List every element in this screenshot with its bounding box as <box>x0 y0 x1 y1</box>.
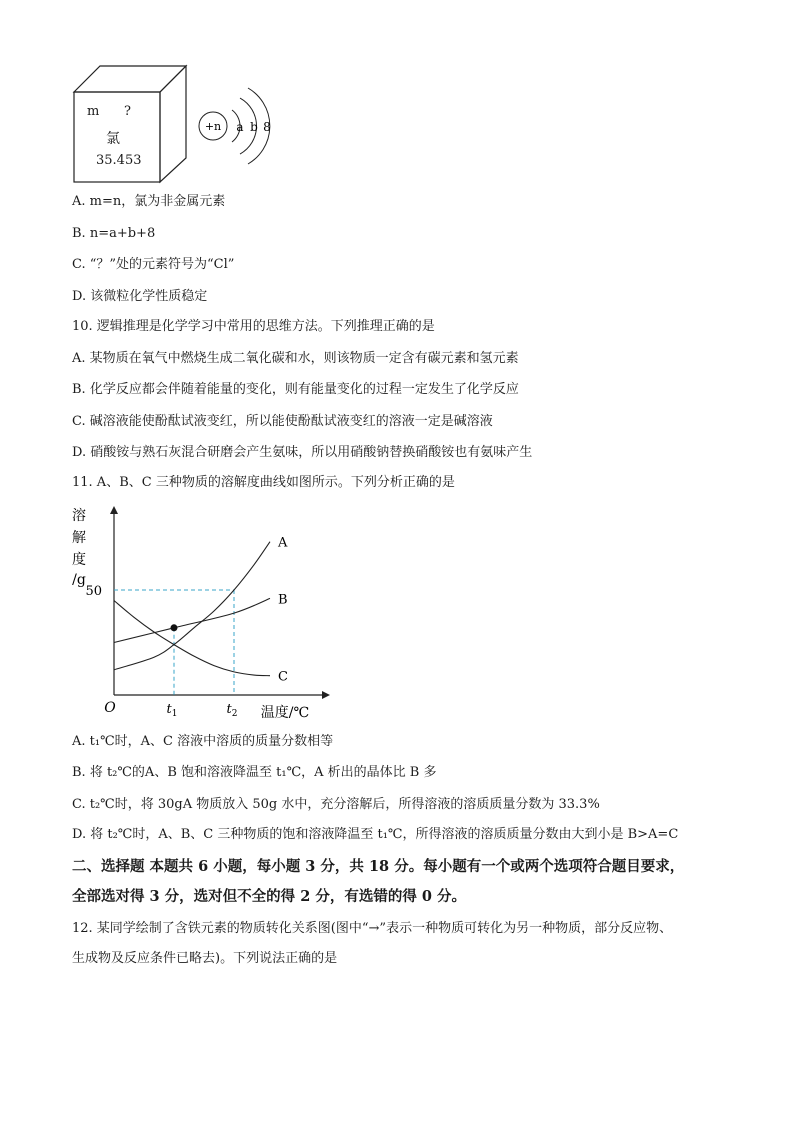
y-axis-arrow <box>110 506 118 514</box>
shell-electrons-c: 8 <box>263 120 271 134</box>
q9-option-c: C. “？”处的元素符号为“Cl” <box>72 257 235 272</box>
y-label-char-2: 解 <box>72 530 86 546</box>
element-name: 氯 <box>106 131 120 147</box>
y-tick-50: 50 <box>85 584 102 599</box>
q11-option-c: C. t₂℃时，将 30gA 物质放入 50g 水中，充分溶解后，所得溶液的溶质质量分数为 33.3% <box>72 797 600 812</box>
mass-number-label: m <box>87 104 100 119</box>
q10-option-b: B. 化学反应都会伴随着能量的变化，则有能量变化的过程一定发生了化学反应 <box>72 382 519 397</box>
x-tick-t1: $t_1$ <box>166 702 178 719</box>
q10-stem: 10. 逻辑推理是化学学习中常用的思维方法。下列推理正确的是 <box>72 319 435 334</box>
x-axis-arrow <box>322 691 330 699</box>
q12-stem-line2: 生成物及反应条件已略去)。下列说法正确的是 <box>72 951 338 966</box>
q12-stem-line1: 12. 某同学绘制了含铁元素的物质转化关系图(图中“→”表示一种物质可转化为另一种物质，部分反应物、 <box>72 921 673 936</box>
curve-label-B: B <box>278 592 288 608</box>
q10-option-c: C. 碱溶液能使酚酞试液变红，所以能使酚酞试液变红的溶液一定是碱溶液 <box>72 414 493 429</box>
shell-electrons-a: a <box>236 120 244 134</box>
origin-label: O <box>104 700 116 716</box>
q11-stem: 11. A、B、C 三种物质的溶解度曲线如图所示。下列分析正确的是 <box>72 475 455 490</box>
q9-option-d: D. 该微粒化学性质稳定 <box>72 289 208 304</box>
y-label-char-3: 度 <box>72 552 86 568</box>
atomic-mass: 35.453 <box>96 153 142 168</box>
q9-option-b: B. n=a+b+8 <box>72 226 156 241</box>
curve-C <box>114 601 270 676</box>
element-tile <box>72 64 188 184</box>
x-axis-label: 温度/℃ <box>260 705 310 721</box>
curve-label-A: A <box>278 535 288 551</box>
curve-A <box>114 542 270 670</box>
atom-structure-diagram <box>196 84 280 168</box>
q10-option-a: A. 某物质在氧气中燃烧生成二氧化碳和水，则该物质一定含有碳元素和氢元素 <box>72 351 519 366</box>
section2-heading-line1: 二、选择题 本题共 6 小题，每小题 3 分，共 18 分。每小题有一个或两个选项符合题目要求， <box>72 858 685 875</box>
solubility-chart <box>60 500 340 725</box>
intersection-point <box>171 624 178 631</box>
q11-option-a: A. t₁℃时，A、C 溶液中溶质的质量分数相等 <box>72 734 334 749</box>
curve-label-C: C <box>278 669 288 685</box>
y-label-char-4: /g <box>72 572 86 588</box>
section2-heading-line2: 全部选对得 3 分，选对但不全的得 2 分，有选错的得 0 分。 <box>72 888 467 905</box>
x-tick-t2: $t_2$ <box>226 702 238 719</box>
q10-option-d: D. 硝酸铵与熟石灰混合研磨会产生氨味，所以用硝酸钠替换硝酸铵也有氨味产生 <box>72 445 533 460</box>
q9-option-a: A. m=n，氯为非金属元素 <box>72 194 226 209</box>
nucleus-charge: +n <box>204 120 222 133</box>
unknown-symbol: ? <box>124 104 131 119</box>
q11-option-d: D. 将 t₂℃时，A、B、C 三种物质的饱和溶液降温至 t₁℃，所得溶液的溶质质量分数由大到小是 B>A=C <box>72 827 679 842</box>
q11-option-b: B. 将 t₂℃的A、B 饱和溶液降温至 t₁℃，A 析出的晶体比 B 多 <box>72 765 437 780</box>
shell-electrons-b: b <box>250 120 258 134</box>
y-label-char-1: 溶 <box>72 508 86 524</box>
